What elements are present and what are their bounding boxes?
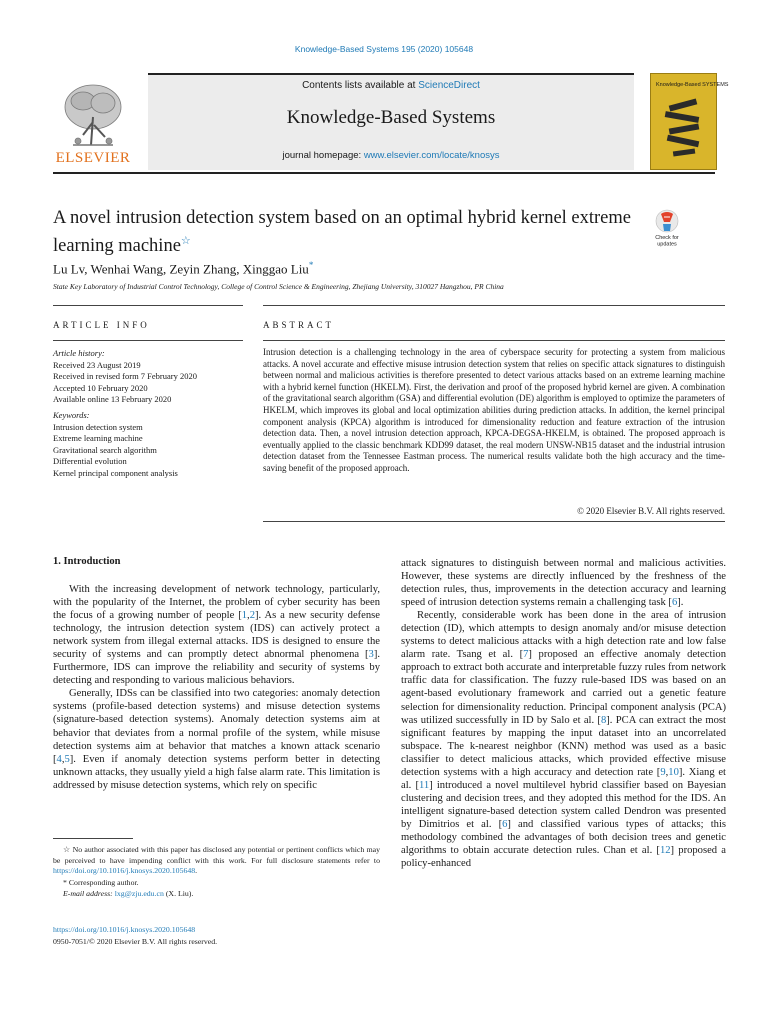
section-heading-introduction: 1. Introduction (53, 556, 121, 567)
keyword-item: Extreme learning machine (53, 433, 143, 444)
disclosure-footnote: ☆ No author associated with this paper has disclosed any potential or pertinent conflicts which may be perceived to have impending conflict with this work. For full disclosure statements refer to https://doi.org/10.1016/j.knosys.2020.105648. (53, 845, 381, 876)
citation-link[interactable]: 8 (600, 714, 607, 726)
corresponding-author-marker[interactable]: * (308, 260, 314, 270)
journal-homepage-line (148, 150, 634, 161)
check-for-updates-icon[interactable] (650, 208, 684, 248)
author-affiliation: State Key Laboratory of Industrial Control Technology, College of Control Science & Engineering, Zhejiang University, 310027 Hangzhou, PR China (53, 282, 504, 291)
abstract-copyright: © 2020 Elsevier B.V. All rights reserved. (577, 506, 725, 516)
citation-link[interactable]: 10 (668, 766, 679, 778)
elsevier-wordmark: ELSEVIER (55, 150, 131, 166)
history-item: Received 23 August 2019 (53, 359, 141, 370)
homepage-prefix: journal homepage: (282, 150, 364, 161)
history-label: Article history: (53, 348, 105, 358)
footnote-rule (53, 838, 133, 839)
article-info-heading: ARTICLE INFO (53, 320, 150, 330)
citation-link[interactable]: 2 (249, 610, 255, 622)
email-footnote: E-mail address: lxg@zju.edu.cn (X. Liu). (63, 889, 194, 899)
intro-paragraph-continued: attack signatures to distinguish between normal and malicious activities. However, these systems are directly influenced by the freshness of the detection rules, thus, improvements in the detection accuracy and learning speed of intrusion detection systems remain a challenging task [6]. (401, 558, 726, 609)
authors-text: Lu Lv, Wenhai Wang, Zeyin Zhang, Xinggao Liu (53, 261, 309, 277)
journal-title: Knowledge-Based Systems (286, 107, 496, 128)
citation-link[interactable]: 7 (523, 649, 529, 661)
email-link[interactable]: lxg@zju.edu.cn (114, 889, 164, 899)
contents-prefix: Contents lists available at (302, 80, 419, 91)
citation-link[interactable]: 3 (368, 649, 374, 661)
citation-link[interactable]: 11 (418, 779, 430, 791)
abstract-bottom-rule (263, 521, 725, 522)
info-heading-rule (53, 340, 243, 341)
keywords-list (53, 410, 243, 480)
info-top-rule (53, 305, 243, 306)
keywords-label: Keywords: (53, 410, 90, 420)
crossmark-line2: updates (657, 241, 677, 248)
doi-link[interactable]: https://doi.org/10.1016/j.knosys.2020.105648 (53, 925, 196, 934)
citation-link[interactable]: 6 (671, 597, 678, 609)
intro-paragraph: Recently, considerable work has been done in the area of intrusion detection (ID), which attempts to design anomaly and/or misuse detection systems to detect malicious attacks with a high detection rate and low false alarm rate. Tsang et al. [7] proposed an effective anomaly detection approach to extract both accurate and interpretable fuzzy rules from network traffic data for classification. The fuzzy rule-based IDS was based on an agent-based evolutionary framework and carried out a genetic feature selection for dimensionality reduction. Principal component analysis (PCA) was utilized successfully in ID by Salo et al. [8]. PCA can extract the most significant features by mapping the input dataset into an uncorrelated subspace. The k-nearest neighbor (KNN) method was used as a basic classifier to detect malicious attacks, which provided effective misuse detection systems with a high accuracy and detection rate [9,10]. Xiang et al. [11] introduced a novel multilevel hybrid classifier based on Bayesian clustering and decision trees, and they adopted this method for the IDS. An intelligent signature-based detection system called Dendron was presented by Dimitrios et al. [6] and classified various types of attacks; this methodology combined the advantages of both decision trees and genetic algorithms to obtain accurate detection rules. Chan et al. [12] proposed a policy-enhanced (401, 610, 727, 870)
header-rule (53, 172, 715, 174)
keyword-item: Kernel principal component analysis (53, 467, 178, 478)
footnote-star-marker: ☆ (63, 845, 71, 854)
abstract-body: Intrusion detection is a challenging technology in the area of cyberspace security for protecting a system from malicious attacks. A novel accurate and effective misuse intrusion detection system that relies on specific attack signatures to distinguish between normal and malicious activities is therefore presented to detect various attacks based on an extreme learning machine with a hybrid kernel function (HKELM). First, the derivation and proof of the proposed hybrid kernel are given. A combination of the gravitational search algorithm (GSA) and differential evolution (DE) algorithm is employed to optimize the parameters of HKELM, which improves its global and local optimization abilities during prediction attacks. In addition, the kernel principal component analysis (KPCA) algorithm is introduced for dimensionality reduction and feature extraction of the intrusion detection data. Then, a novel intrusion detection approach, KPCA-DEGSA-HKELM, is obtained. The proposed approach is eventually applied to the classic benchmark KDD99 dataset, the real modern UNSW-NB15 dataset and the industrial intrusion detection dataset from the Tennessee Eastman process. The numerical results validate both the high accuracy and the time-saving benefit of the proposed approach. (263, 347, 725, 473)
footnote-asterisk-marker: * (63, 877, 67, 887)
intro-paragraph: Generally, IDSs can be classified into two categories: anomaly detection systems (profile-based detection systems) and misuse detection systems (signature-based detection systems). Anomaly detection systems aim at behavior that deviates from a normal profile of the system, while misuse detection systems aim at behavior that matches a known attack scenario [4,5]. Even if anomaly detection systems perform better in detecting unknown attacks, they usually yield a high false alarm rate. This limitation is addressed by misuse detection systems, which rely on specific (53, 688, 380, 791)
keyword-item: Gravitational search algorithm (53, 444, 157, 455)
citation-link[interactable]: 6 (502, 818, 508, 830)
author-list (53, 260, 313, 277)
disclosure-link[interactable]: https://doi.org/10.1016/j.knosys.2020.105648 (53, 866, 196, 876)
body-column-right (401, 557, 726, 870)
abstract-top-rule (263, 305, 725, 306)
contents-availability-line (148, 80, 634, 91)
abstract-heading-rule (263, 340, 725, 341)
citation-link[interactable]: 12 (659, 845, 671, 857)
article-title-text: A novel intrusion detection system based on an optimal hybrid kernel extreme learning machine (53, 208, 631, 257)
intro-paragraph: With the increasing development of network technology, particularly, with the popularity of the Internet, the problem of cyber security has been the focus of a growing number of people [1,2]. As a new security defense technology, the intrusion detection system (IDS) can actively protect a network system from illegal external attacks. IDS is designed to ensure the security of systems and can promptly detect abnormal phenomena [3]. Furthermore, IDS can improve the reliability and security of systems by detecting and responding to various malicious behaviors. (53, 584, 380, 687)
history-item: Received in revised form 7 February 2020 (53, 371, 197, 382)
sciencedirect-link[interactable]: ScienceDirect (418, 80, 480, 91)
article-history (53, 348, 243, 406)
cover-title-text: Knowledge-Based SYSTEMS (656, 82, 729, 88)
citation-link[interactable]: 1 (241, 610, 248, 622)
article-title (53, 207, 643, 258)
email-label: E-mail address: (63, 889, 113, 899)
issn-copyright-line: 0950-7051/© 2020 Elsevier B.V. All rights reserved. (53, 937, 218, 946)
citation-link[interactable]: 9 (660, 766, 666, 778)
corresponding-footnote: * Corresponding author. (63, 877, 139, 887)
keyword-item: Differential evolution (53, 456, 127, 467)
abstract-heading: ABSTRACT (263, 320, 335, 330)
citation-link[interactable]: 5 (64, 753, 70, 765)
history-item: Accepted 10 February 2020 (53, 382, 148, 393)
journal-reference-link[interactable]: Knowledge-Based Systems 195 (2020) 105648 (294, 44, 474, 54)
title-footnote-marker[interactable]: ☆ (180, 235, 191, 247)
keyword-item: Intrusion detection system (53, 421, 143, 432)
journal-cover-thumbnail[interactable] (650, 73, 729, 170)
history-item: Available online 13 February 2020 (53, 394, 172, 405)
citation-link[interactable]: 4 (56, 753, 62, 765)
footnotes (53, 845, 380, 901)
body-column-left (53, 583, 380, 792)
journal-homepage-link[interactable]: www.elsevier.com/locate/knosys (363, 150, 500, 161)
crossmark-line1: Check for (655, 235, 679, 241)
